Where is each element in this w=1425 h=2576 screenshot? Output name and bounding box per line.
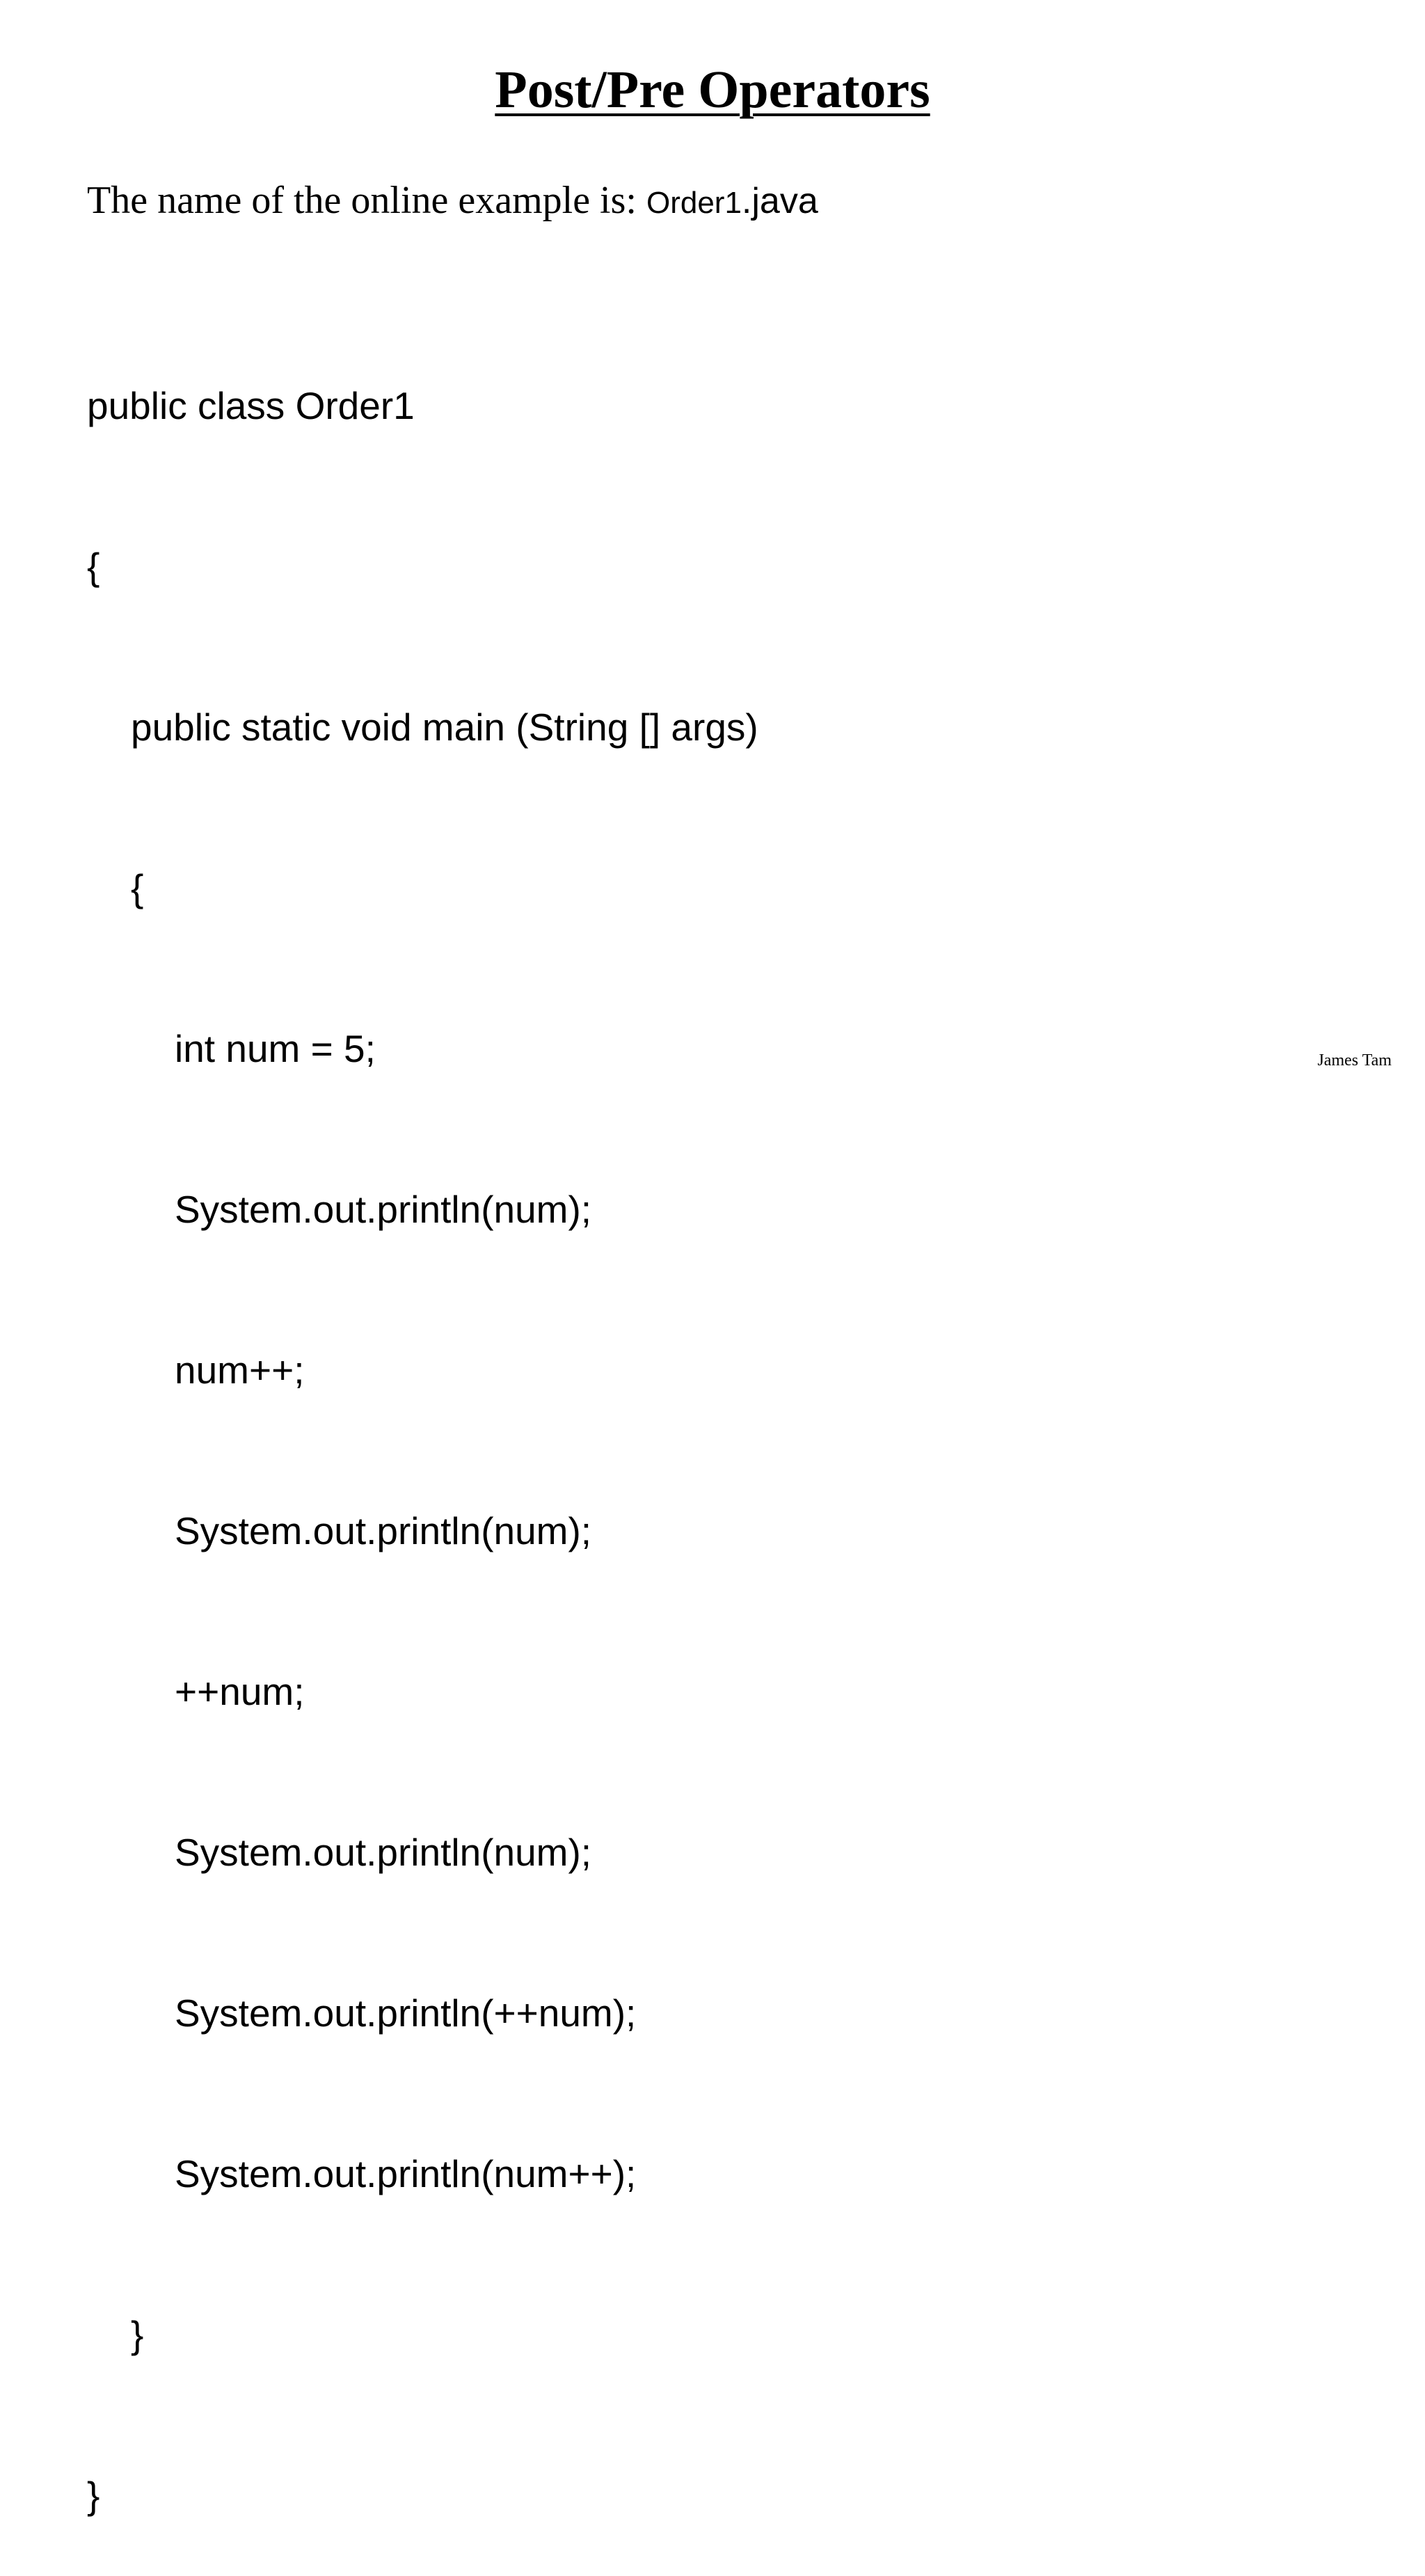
code-line-print-pre-increment: System.out.println(++num); <box>175 1991 637 2035</box>
code-line-declare-num: int num = 5; <box>175 1027 376 1070</box>
code-line-main-open-brace: { <box>131 866 144 909</box>
intro-text: The name of the online example is: <box>87 179 646 222</box>
example-intro <box>87 177 818 226</box>
code-line-class-declaration: public class Order1 <box>87 384 415 427</box>
slide-title <box>0 57 1425 122</box>
example-file-name: Order1 <box>646 186 742 220</box>
code-line-main-close-brace: } <box>131 2313 144 2356</box>
code-line-main-signature: public static void main (String [] args) <box>131 706 758 749</box>
code-listing <box>87 272 758 2576</box>
slide-title-text: Post/Pre Operators <box>495 61 930 119</box>
code-line-class-close-brace: } <box>87 2474 100 2517</box>
footer-author: James Tam <box>1317 1051 1392 1070</box>
code-line-print-post-increment: System.out.println(num++); <box>175 2152 637 2195</box>
code-line-print-2: System.out.println(num); <box>175 1509 592 1552</box>
code-line-post-increment: num++; <box>175 1349 305 1392</box>
code-line-class-open-brace: { <box>87 545 100 588</box>
code-line-print-3: System.out.println(num); <box>175 1831 592 1874</box>
example-file-extension: .java <box>741 181 818 221</box>
code-line-pre-increment: ++num; <box>175 1670 305 1713</box>
code-line-print-1: System.out.println(num); <box>175 1188 592 1231</box>
